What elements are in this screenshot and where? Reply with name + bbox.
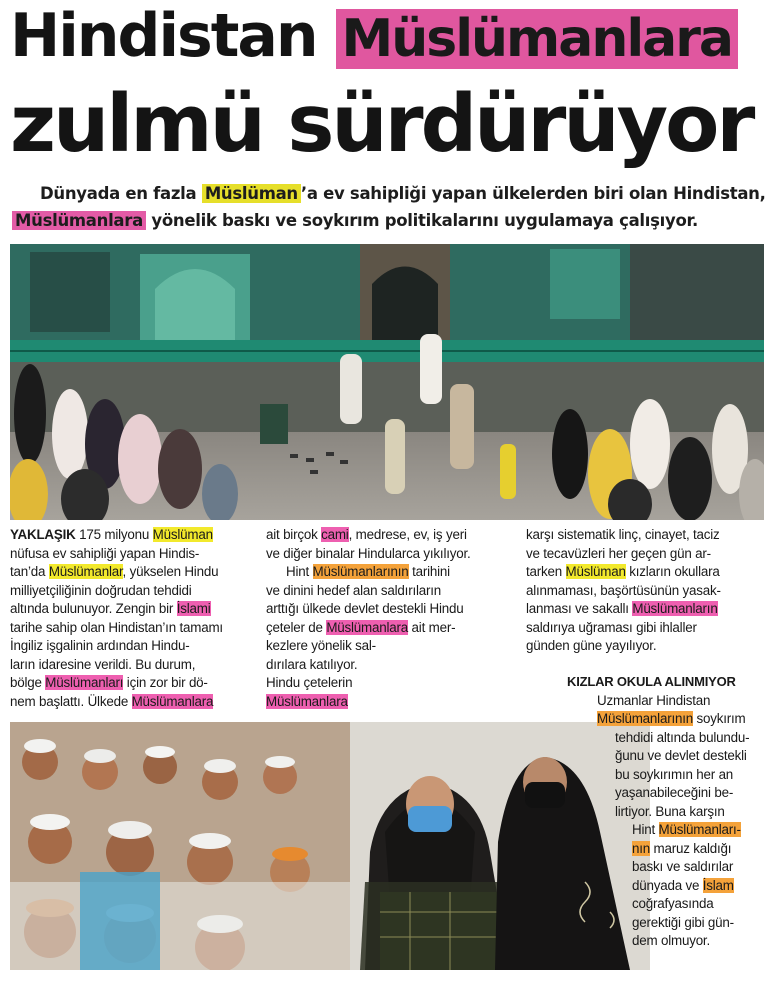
col2-line: ait birçok cami, medrese, ev, iş yeri — [266, 527, 467, 542]
col1-line: tarihe sahip olan Hindistan’ın tamamı — [10, 619, 223, 635]
article-column-3-lower — [567, 673, 767, 951]
col1-line: YAKLAŞIK 175 milyonu Müslüman — [10, 527, 213, 542]
photo-mosque-courtyard — [10, 244, 764, 520]
col1-line: ların idaresine verildi. Bu durum, — [10, 656, 196, 672]
article-column-3 — [526, 526, 766, 656]
col3-lower-line: ğunu ve devlet destekli — [615, 748, 747, 763]
col3-line: günden güne yayılıyor. — [526, 638, 657, 653]
col3-line: ve tecavüzleri her geçen gün ar- — [526, 545, 711, 561]
col3-lower-line: Hint Müslümanları- — [632, 822, 741, 837]
col3-lower-line: yaşanabileceğini be- — [615, 785, 734, 800]
col1-line: bölge Müslümanları için zor bir dö- — [10, 675, 208, 690]
subhead-kizlar-okula: KIZLAR OKULA ALINMIYOR — [567, 674, 736, 689]
col3-lower-line: coğrafyasında — [632, 896, 714, 911]
col1-line: milliyetçiliğinin doğrudan tehdidi — [10, 582, 192, 598]
col2-line: Hindu çetelerin — [266, 675, 353, 690]
col3-line: lanması ve sakallı Müslümanların — [526, 601, 718, 616]
col3-lower-line: Uzmanlar Hindistan — [597, 692, 711, 708]
headline-highlight-muslumanlara: Müslümanlara — [336, 9, 739, 69]
col3-line: karşı sistematik linç, cinayet, taciz — [526, 527, 720, 542]
col1-line: İngiliz işgalinin ardından Hindu- — [10, 638, 190, 653]
col3-lower-line: tehdidi altında bulundu- — [615, 729, 750, 745]
col3-lower-line: nın maruz kaldığı — [632, 840, 732, 856]
lead-line-2: Müslümanlara yönelik baskı ve soykırım politikalarını uygulamaya çalışıyor. — [12, 207, 766, 234]
col2-line: ve diğer binalar Hindularca yıkılıyor. — [266, 545, 471, 561]
col1-line: nüfusa ev sahipliği yapan Hindis- — [10, 545, 200, 561]
col3-lower-line: dünyada ve İslam — [632, 877, 734, 893]
col3-lower-line: gerektiği gibi gün- — [632, 914, 734, 930]
lead-paragraph — [15, 180, 766, 234]
col3-lower-line: dem olmuyor. — [632, 933, 710, 948]
headline-line2: zulmü sürdürüyor — [10, 78, 753, 170]
article-column-2 — [266, 526, 516, 711]
col2-line: dırılara katılıyor. — [266, 656, 358, 672]
col2-line: çeteler de Müslümanlara ait mer- — [266, 619, 456, 635]
col2-line: Müslümanlara — [266, 693, 348, 709]
col1-line: nem başlattı. Ülkede Müslümanlara — [10, 693, 214, 709]
col3-line: alınmaması, başörtüsünün yasak- — [526, 582, 721, 598]
lead-line-1: Dünyada en fazla Müslüman ’a ev sahipliği yapan ülkelerden biri olan Hindistan, — [40, 184, 766, 203]
col3-line: saldırıya uğraması gibi ihlaller — [526, 619, 697, 635]
col1-line: altında bulunuyor. Zengin bir İslami — [10, 601, 211, 616]
col1-line: tan’da Müslümanlar, yükselen Hindu — [10, 564, 219, 579]
col3-line: tarken Müslüman kızların okullara — [526, 564, 720, 579]
photo-crowd-and-students — [10, 722, 650, 970]
headline-line1 — [10, 1, 738, 71]
col2-line: Hint Müslümanlarının tarihini — [286, 564, 450, 579]
col3-lower-line: Müslümanlarının soykırım — [597, 711, 746, 726]
col3-lower-line: baskı ve saldırılar — [632, 859, 734, 874]
col3-lower-line: lirtiyor. Buna karşın — [615, 803, 725, 819]
headline-word-hindistan: Hindistan — [10, 1, 317, 71]
col2-line: arttığı ülkede devlet destekli Hindu — [266, 601, 464, 616]
article-column-1 — [10, 526, 256, 711]
col2-line: ve dinini hedef alan saldırıların — [266, 582, 442, 598]
col3-lower-line: bu soykırımın her an — [615, 766, 734, 782]
col2-line: kezlere yönelik sal- — [266, 638, 376, 653]
